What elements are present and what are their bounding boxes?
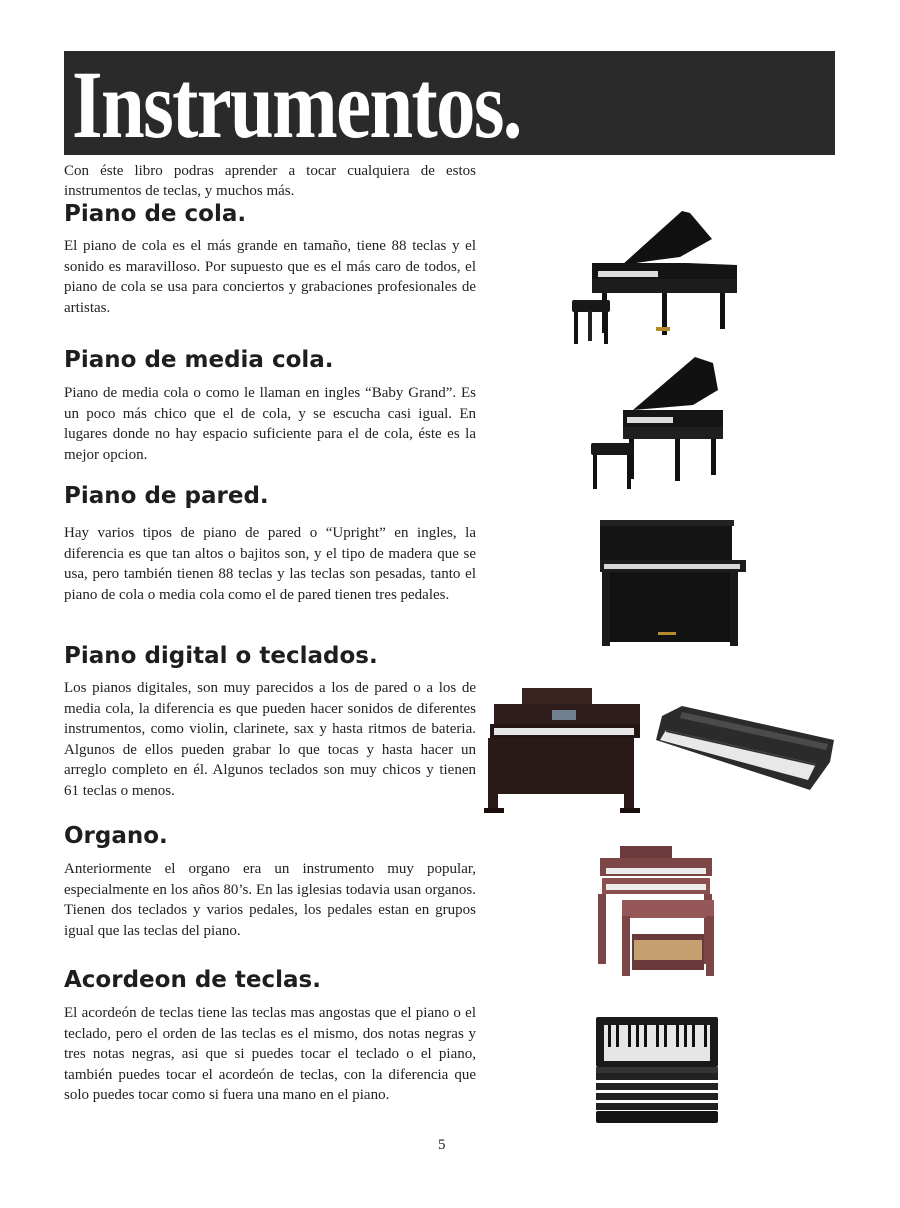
title-banner (64, 51, 835, 155)
heading-piano-de-pared: Piano de pared. (64, 483, 269, 509)
page-number: 5 (438, 1137, 446, 1153)
body-acordeon: El acordeón de teclas tiene las teclas mas angostas que el piano o el teclado, pero el orden de las teclas es el mismo, dos notas negras y tres notas negras, asi que si puedes tocar el teclado o el piano, también puedes tocar el acordeón de teclas, con la diferencia que solo puedes tocar como si fuera una mano en el piano. (64, 1005, 476, 1104)
heading-acordeon: Acordeon de teclas. (64, 967, 321, 993)
heading-piano-de-cola: Piano de cola. (64, 201, 247, 227)
heading-organo: Organo. (64, 823, 168, 849)
body-piano-de-cola: El piano de cola es el más grande en tamaño, tiene 88 teclas y el sonido es maravilloso. Por supuesto que es el más caro de todos, el piano de cola se usa para conciertos y grabaciones profesionales de artistas. (64, 238, 476, 316)
page-title: Instrumentos. (72, 51, 521, 155)
grand-piano-icon (562, 205, 747, 350)
upright-piano-icon (598, 520, 748, 650)
heading-piano-de-media-cola: Piano de media cola. (64, 347, 334, 373)
keyboard-icon (652, 704, 837, 794)
accordion-icon (592, 1015, 722, 1127)
body-piano-digital: Los pianos digitales, son muy parecidos a los de pared o a los de media cola, la diferencia es que pueden hacer sonidos de diferentes instrumentos, como violin, clarinete, sax y hasta ritmos de bateria. Algunos de ellos pueden grabar lo que tocas y hasta hacer un arreglo completo en él. Algunos teclados son muy chicos y tienen 61 teclas o menos. (64, 680, 476, 799)
body-piano-de-pared: Hay varios tipos de piano de pared o “Upright” en ingles, la diferencia es que tan altos o bajitos son, y el tipo de madera que se usa, pero también tienen 88 teclas y las teclas son pesadas, tanto el piano de cola o media cola como el de pared tienen tres pedales. (64, 525, 476, 603)
organ-icon (592, 842, 722, 982)
digital-piano-icon (484, 686, 644, 821)
body-organo: Anteriormente el organo era un instrumento muy popular, especialmente en los años 80’s. En las iglesias todavia usan organos. Tienen dos teclados y varios pedales, los pedales estan en grupos igual que las teclas del piano. (64, 861, 476, 939)
heading-piano-digital: Piano digital o teclados. (64, 643, 378, 669)
baby-grand-piano-icon (583, 355, 733, 495)
body-piano-de-media-cola: Piano de media cola o como le llaman en ingles “Baby Grand”. Es un poco más chico que el de cola, y se escucha casi igual. En lugares donde no hay espacio suficiente para el de cola, éste es la mejor opcion. (64, 385, 476, 463)
intro-paragraph: Con éste libro podras aprender a tocar cualquiera de estos instrumentos de teclas, y muchos más. (64, 163, 476, 199)
